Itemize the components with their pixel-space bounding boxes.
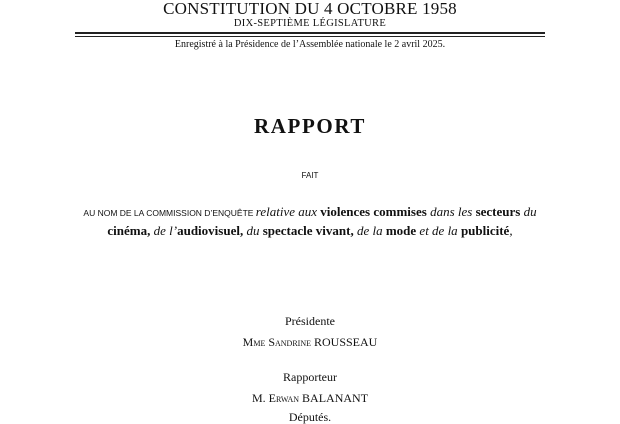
commission-text-segment: mode (385, 223, 417, 238)
commission-text-segment: spectacle vivant (262, 223, 351, 238)
commission-text-segment: de l’ (153, 223, 178, 238)
commission-description (80, 203, 540, 240)
commission-text-segment: relative aux (255, 204, 321, 219)
registration-notice: Enregistré à la Présidence de l’Assemblée nationale le 2 avril 2025. (174, 39, 446, 50)
commission-text-segment: du (523, 204, 537, 219)
commission-text-segment: du (246, 223, 263, 238)
header-rule-thin (75, 36, 545, 37)
rapporteur-role: Rapporteur (283, 370, 337, 384)
commission-text-segment: violences commises (320, 204, 427, 219)
commission-text-segment: et de la (416, 223, 461, 238)
presidente-name: Mme Sandrine ROUSSEAU (242, 335, 378, 349)
commission-text-segment: cinéma (107, 223, 148, 238)
legislature-label: DIX-SEPTIÈME LÉGISLATURE (233, 18, 387, 29)
commission-text-segment: secteurs (472, 204, 524, 219)
rapporteur-name: M. Erwan BALANANT (251, 391, 369, 405)
deputes-label: Députés. (288, 410, 332, 424)
commission-text-segment: , (147, 223, 154, 238)
commission-text-segment: dans les (426, 204, 473, 219)
report-title: RAPPORT (254, 114, 366, 138)
commission-text-segment: , (350, 223, 357, 238)
presidente-role: Présidente (285, 314, 335, 328)
commission-text-segment: publicité (460, 223, 510, 238)
commission-text-segment: , (509, 223, 513, 238)
commission-text-segment: AU NOM DE LA COMMISSION D’ENQUÊTE (83, 208, 256, 218)
commission-text-segment: audiovisuel (177, 223, 240, 238)
header-rule-thick (75, 32, 545, 34)
fait-label: FAIT (301, 171, 319, 180)
commission-text-segment: , (239, 223, 247, 238)
constitution-heading: CONSTITUTION DU 4 OCTOBRE 1958 (163, 0, 457, 18)
commission-text-segment: de la (356, 223, 386, 238)
